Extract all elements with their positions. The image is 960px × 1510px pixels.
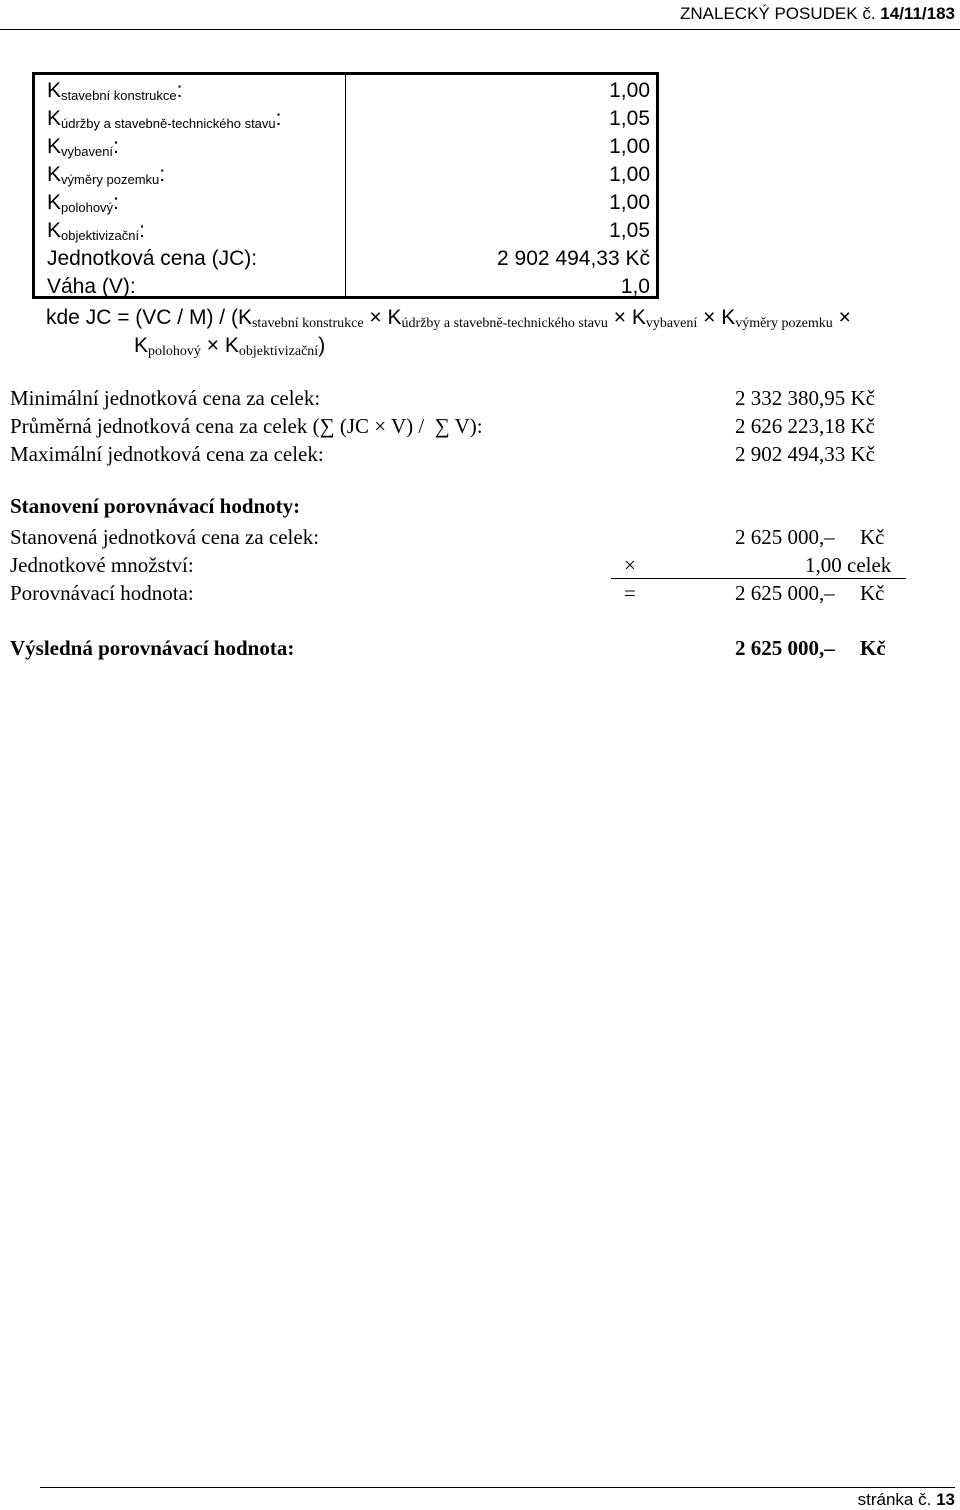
sum-icon: ∑: [434, 414, 450, 438]
page-label: stránka č.: [857, 1490, 932, 1509]
coef-label: Jednotková cena (JC):: [47, 247, 258, 270]
page-footer: [780, 1490, 955, 1510]
max-price-value: 2 902 494,33 Kč: [735, 442, 875, 466]
coef-row-land-area: [35, 161, 656, 189]
coef-value: 1,00: [609, 163, 650, 186]
coef-value: 1,00: [609, 79, 650, 102]
coef-row-location: [35, 189, 656, 217]
times-icon: ×: [703, 306, 716, 329]
coef-label: $K_{vybavení}$:: [47, 135, 119, 159]
footer-rule: [40, 1487, 955, 1488]
avg-price-label: Průměrná jednotková cena za celek (∑ (JC × V) / ∑ V):: [10, 414, 483, 438]
sum-icon: ∑: [319, 414, 335, 438]
determination-heading: Stanovení porovnávací hodnoty:: [10, 494, 301, 518]
coef-label: $K_{stavební konstrukce}$:: [47, 79, 183, 103]
times-icon: ×: [206, 334, 220, 357]
result-value: 2 625 000,–: [735, 636, 835, 660]
max-price-label: Maximální jednotková cena za celek:: [10, 442, 324, 466]
quantity-label: Jednotkové množství:: [10, 553, 194, 577]
header-rule: [0, 29, 960, 30]
unit-price-label: Stanovená jednotková cena za celek:: [10, 525, 320, 549]
formula-line-2: $K_{polohový} \times K_{objektivizační}$): [134, 334, 326, 359]
header-number: 14/11/183: [880, 4, 955, 23]
min-price-value: 2 332 380,95 Kč: [735, 386, 875, 410]
coef-row-objectification: [35, 217, 656, 245]
coef-value: 2 902 494,33 Kč: [497, 247, 650, 270]
coefficient-table: [32, 72, 659, 299]
min-price-label: Minimální jednotková cena za celek:: [10, 386, 321, 410]
result-currency: Kč: [860, 636, 886, 660]
equals-icon: =: [624, 581, 636, 605]
document-header: [600, 4, 955, 24]
coef-row-unit-price: [35, 245, 656, 273]
avg-price-value: 2 626 223,18 Kč: [735, 414, 875, 438]
coef-label: $K_{výměry pozemku}$:: [47, 163, 166, 187]
sum-rule: [611, 578, 906, 579]
coef-label: Váha (V):: [47, 275, 136, 298]
coef-value: 1,00: [609, 191, 650, 214]
result-label: Výsledná porovnávací hodnota:: [10, 636, 295, 660]
comparative-currency: Kč: [860, 581, 885, 605]
coef-value: 1,00: [609, 135, 650, 158]
coef-value: 1,05: [609, 107, 650, 130]
unit-price-value: 2 625 000,–: [735, 525, 835, 549]
comparative-value: 2 625 000,–: [735, 581, 835, 605]
header-title: ZNALECKÝ POSUDEK č.: [680, 4, 876, 23]
coef-row-weight: [35, 273, 656, 301]
comparative-value-label: Porovnávací hodnota:: [10, 581, 194, 605]
coef-value: 1,0: [620, 275, 650, 298]
coef-label: $K_{údržby a stavebně-technického stavu}$:: [47, 107, 282, 131]
coef-row-equipment: [35, 133, 656, 161]
coef-row-structure: [35, 77, 656, 105]
coef-row-maintenance: [35, 105, 656, 133]
times-icon: ×: [838, 306, 851, 329]
times-icon: ×: [369, 306, 382, 329]
times-icon: ×: [613, 306, 627, 329]
times-icon: ×: [374, 414, 387, 438]
quantity-value: 1,00 celek: [805, 553, 892, 577]
times-icon: ×: [624, 553, 636, 577]
coef-label: $K_{polohový}$:: [47, 191, 119, 215]
formula-line-1: kde JC = $(VC / M) / (K_{stavební konstrukce} \times K_{údržby a stavebně-technického stavu} \times K_{vybavení} \times K_{výměry pozemku}$ ×: [46, 306, 851, 331]
unit-price-currency: Kč: [860, 525, 885, 549]
coef-value: 1,05: [609, 219, 650, 242]
coef-label: $K_{objektivizační}$:: [47, 219, 145, 243]
page-number: 13: [936, 1490, 955, 1509]
